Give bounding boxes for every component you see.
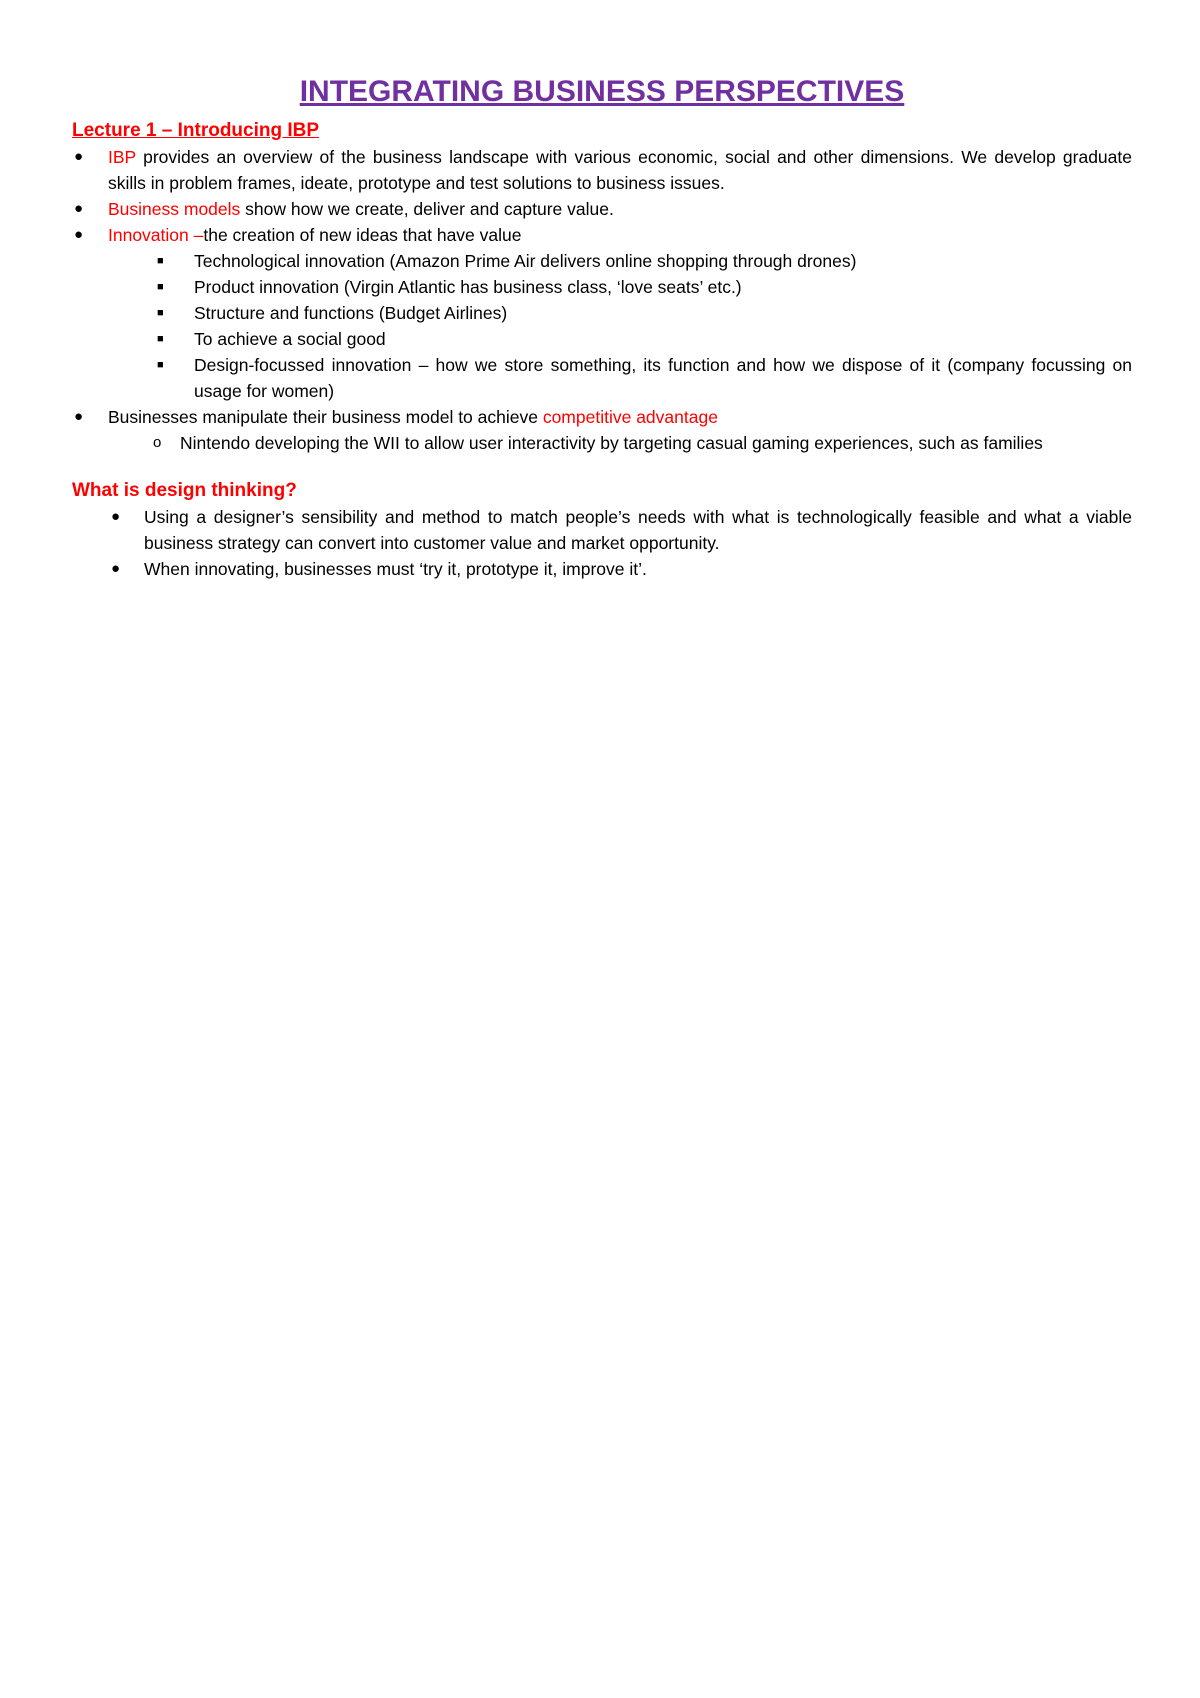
item-text: Businesses manipulate their business model to achieve [108,407,543,427]
document-title: INTEGRATING BUSINESS PERSPECTIVES [299,75,905,108]
item-text: provides an overview of the business landscape with various economic, social and other dimensions. We develop graduate skills in problem frames, ideate, prototype and test solutions to business issues. [108,147,1132,193]
item-text: Structure and functions (Budget Airlines) [194,303,508,323]
list-item [72,556,1132,582]
spacer [72,456,1132,478]
term-ibp: IBP [108,147,136,167]
list-item [72,404,1132,430]
bullet-icon: ● [74,226,84,243]
bullet-icon: ● [111,508,121,525]
bullet-icon: ● [74,200,84,217]
square-bullet-icon: ■ [157,359,164,371]
item-text: Design-focussed innovation – how we store something, its function and how we dispose of it (company focussing on usage for women) [194,355,1132,401]
square-bullet-icon: ■ [157,333,164,345]
bullet-icon: ● [111,560,121,577]
sub-list-item [72,248,1132,274]
item-text: the creation of new ideas that have value [203,225,522,245]
lecture-heading: Lecture 1 – Introducing IBP [72,120,320,141]
circle-bullet-icon: o [153,434,162,451]
sub-list-item [72,430,1132,456]
document-page [72,72,1132,582]
sub-list-item [72,300,1132,326]
list-item [72,196,1132,222]
bullet-icon: ● [74,408,84,425]
sub-list-item [72,352,1132,404]
square-bullet-icon: ■ [157,255,164,267]
list-item [72,222,1132,248]
square-bullet-icon: ■ [157,307,164,319]
item-text: When innovating, businesses must ‘try it, prototype it, improve it’. [144,559,647,579]
item-text: show how we create, deliver and capture value. [240,199,614,219]
item-text: Product innovation (Virgin Atlantic has business class, ‘love seats’ etc.) [194,277,742,297]
item-text: Using a designer’s sensibility and method to match people’s needs with what is technologically feasible and what a viable business strategy can convert into customer value and market opportunity. [144,507,1132,553]
term-business-models: Business models [108,199,241,219]
square-bullet-icon: ■ [157,281,164,293]
item-text: Nintendo developing the WII to allow user interactivity by targeting casual gaming experiences, such as families [180,433,1043,453]
bullet-icon: ● [74,148,84,165]
sub-list-item [72,274,1132,300]
item-text: Technological innovation (Amazon Prime Air delivers online shopping through drones) [194,251,857,271]
list-item [72,144,1132,196]
design-thinking-heading: What is design thinking? [72,480,297,501]
term-innovation: Innovation – [108,225,204,245]
item-text: To achieve a social good [194,329,386,349]
term-competitive-advantage: competitive advantage [542,407,718,427]
list-item [72,504,1132,556]
sub-list-item [72,326,1132,352]
